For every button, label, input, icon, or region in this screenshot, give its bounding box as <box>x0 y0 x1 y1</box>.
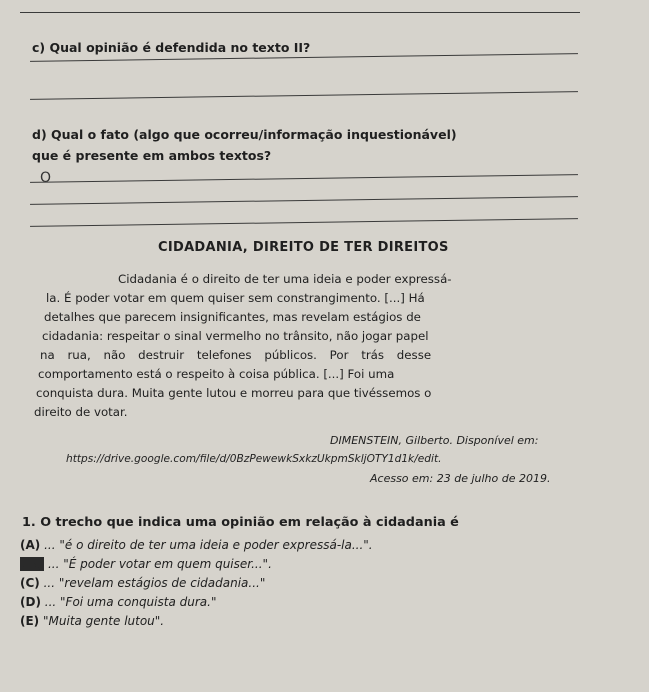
option-text: ... "É poder votar em quem quiser...". <box>47 557 272 571</box>
source-author: DIMENSTEIN, Gilberto. Disponível em: <box>330 434 539 447</box>
paragraph-line: direito de votar. <box>34 405 128 419</box>
question-1: 1. O trecho que indica uma opinião em relação à cidadania é <box>22 515 459 530</box>
option-letter: (D) <box>20 595 41 609</box>
handwritten-mark: O <box>40 170 52 186</box>
paragraph-line: la. É poder votar em quem quiser sem constrangimento. [...] Há <box>46 291 425 305</box>
answer-line-d2 <box>30 196 578 205</box>
option-e[interactable] <box>20 614 164 628</box>
paragraph-line: cidadania: respeitar o sinal vermelho no trânsito, não jogar papel <box>42 329 429 343</box>
option-text: ... "é o direito de ter uma ideia e poder expressá-la...". <box>44 538 373 552</box>
question-d-line2: que é presente em ambos textos? <box>32 148 272 163</box>
option-c[interactable] <box>20 576 265 590</box>
option-letter: (A) <box>20 538 41 552</box>
option-b[interactable] <box>20 557 272 571</box>
answer-line-d3 <box>30 218 578 227</box>
answer-line-c2 <box>30 91 578 100</box>
option-letter: (C) <box>20 576 40 590</box>
source-access: Acesso em: 23 de julho de 2019. <box>370 472 551 485</box>
section-title: CIDADANIA, DIREITO DE TER DIREITOS <box>158 240 449 255</box>
option-letter: (E) <box>20 614 40 628</box>
option-text: "Muita gente lutou". <box>43 614 165 628</box>
option-d[interactable] <box>20 595 216 609</box>
paragraph-line: Cidadania é o direito de ter uma ideia e poder expressá- <box>118 272 452 286</box>
option-letter-marked: (B) <box>22 557 43 571</box>
option-a[interactable] <box>20 538 373 552</box>
paragraph-line: conquista dura. Muita gente lutou e morreu para que tivéssemos o <box>36 386 432 400</box>
question-d-line1: d) Qual o fato (algo que ocorreu/informação inquestionável) <box>32 127 457 142</box>
option-text: ... "revelam estágios de cidadania..." <box>43 576 266 590</box>
answer-line-d1 <box>30 174 578 183</box>
top-rule <box>20 12 580 13</box>
option-text: ... "Foi uma conquista dura." <box>44 595 217 609</box>
source-url: https://drive.google.com/file/d/0BzPewewkSxkzUkpmSkljOTY1d1k/edit. <box>66 453 442 465</box>
paragraph-line: detalhes que parecem insignificantes, mas revelam estágios de <box>44 310 421 324</box>
paragraph-line: na rua, não destruir telefones públicos. Por trás desse <box>40 348 432 362</box>
question-c: c) Qual opinião é defendida no texto II? <box>32 40 311 55</box>
paragraph-line: comportamento está o respeito à coisa pública. [...] Foi uma <box>38 367 395 381</box>
